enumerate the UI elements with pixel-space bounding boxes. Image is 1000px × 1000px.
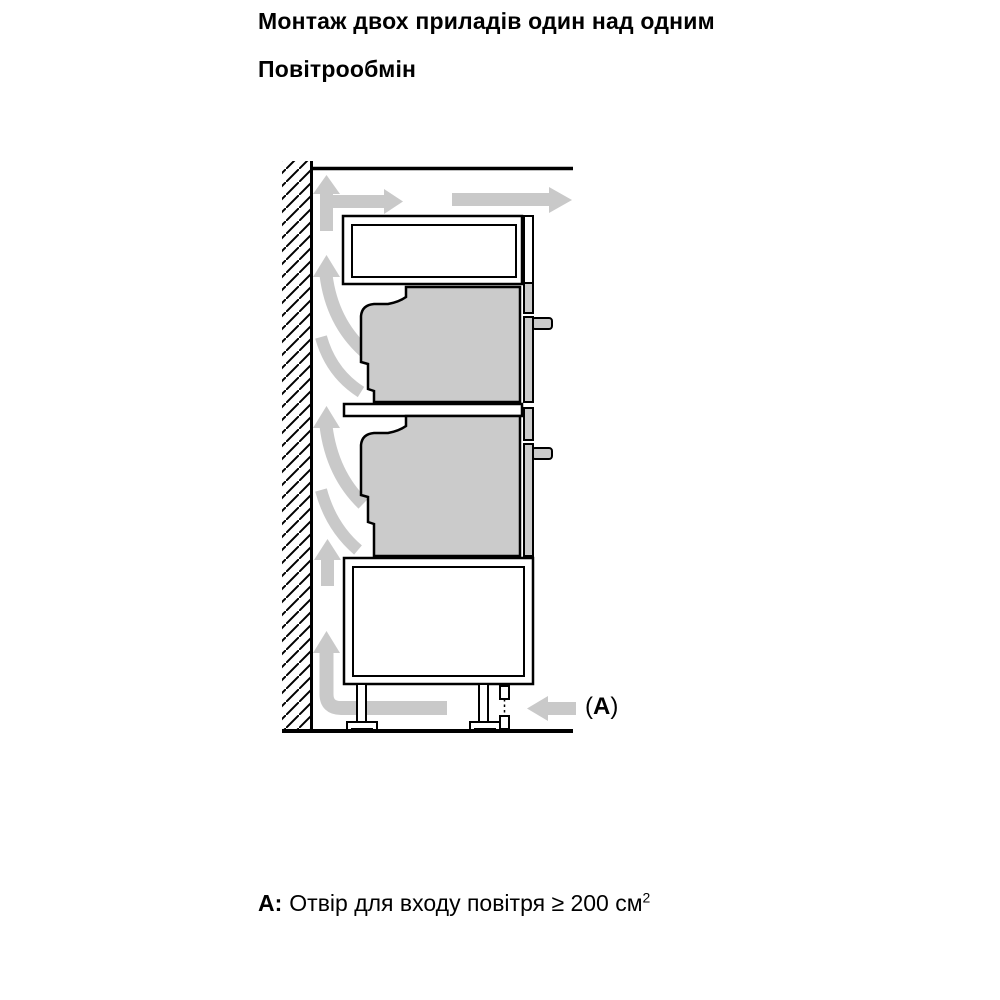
right-leg [470, 684, 500, 733]
middle-shelf [344, 404, 522, 416]
section-subtitle: Повітрообмін [258, 56, 417, 82]
arrow-left-air-inlet-icon [527, 696, 576, 721]
lower-oven-handle [532, 448, 552, 459]
callout-letter: A [593, 693, 611, 720]
arrow-right-long-icon [452, 187, 572, 213]
lower-oven [361, 408, 552, 556]
top-compartment [343, 216, 533, 284]
callout-open-paren: ( [585, 693, 593, 720]
caption-superscript: 2 [642, 889, 651, 906]
callout-close-paren: ) [610, 693, 619, 720]
air-inlet-marker [500, 686, 509, 729]
caption-text: Отвір для входу повітря ≥ 200 см [289, 890, 643, 916]
lower-oven-door [524, 408, 533, 556]
page-title: Монтаж двох приладів один над одним [258, 8, 715, 34]
wall-hatching [282, 161, 311, 731]
arrow-curved-lower-oven-icon [313, 406, 363, 550]
caption [258, 890, 650, 917]
arrow-up-mid-icon [314, 539, 341, 586]
base-cabinet [344, 558, 533, 684]
upper-oven-handle [532, 318, 552, 329]
lower-oven-body [361, 416, 520, 556]
upper-oven-body [361, 287, 520, 402]
callout-a [585, 693, 618, 721]
upper-oven-door [524, 283, 533, 402]
upper-oven [361, 283, 552, 402]
caption-label: A: [258, 890, 283, 916]
